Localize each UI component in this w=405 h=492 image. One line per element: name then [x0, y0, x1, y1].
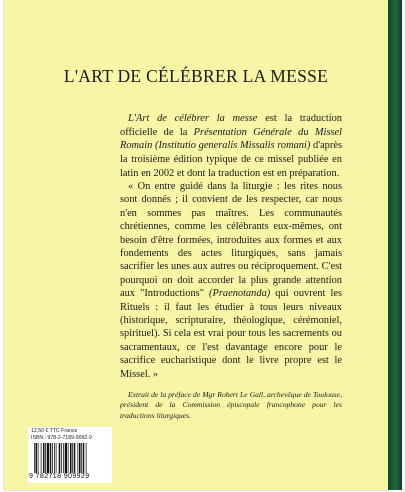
- quote-text-1: « On entre guidé dans la liturgie : les rites nous sont donnés ; il convient de les respecter, car nous n'en sommes pas maîtres. Les communautés chrétiennes, comme les célébrants eux-mêmes, ont besoin d'être formées, introduites aux formes et aux fondements des actes liturgiques, sans jamais sacrifier les unes aux autres ou réciproquement. C'est pourquoi on doit accorder la plus grande attention aux "Introductions": [120, 181, 342, 300]
- ean-number: 9 782718 909929: [29, 473, 90, 480]
- barcode-bar: [56, 443, 57, 473]
- source-text: Extrait de la préface de Mgr Robert Le Gall, archevêque de Toulouse, président de la Commission épiscopale francophone pour les traductions liturgiques.: [120, 390, 342, 420]
- barcode-bar: [70, 443, 72, 473]
- barcode-bar: [54, 443, 55, 473]
- barcode-bar: [41, 443, 42, 473]
- intro-paragraph: [120, 112, 342, 181]
- barcode-label: [28, 427, 112, 483]
- isbn-text: ISBN : 978-2-7189-9092-9: [31, 435, 92, 441]
- intro-book-title: L'Art de célébrer la messe: [128, 113, 258, 124]
- back-cover: [4, 0, 388, 490]
- barcode-bar: [74, 443, 76, 473]
- barcode-bar: [63, 443, 64, 473]
- barcode-bar: [83, 443, 85, 473]
- barcode-bar: [34, 443, 35, 473]
- intro-text-2: d'après la troisième édition typique de ce missel publiée en latin en 2002 et dont la traduction est en préparation.: [120, 140, 342, 179]
- intro-pgmr: Présentation Générale du Missel Romain (Institutio generalis Missalis romani): [120, 126, 342, 152]
- barcode-bar: [86, 443, 87, 473]
- barcode-bar: [36, 443, 38, 473]
- barcode-bar: [68, 443, 69, 473]
- barcode-bar: [50, 443, 52, 473]
- barcode-bar: [47, 443, 49, 473]
- quote-text-2: qui ouvrent les Rituels : il faut les étudier à tous leurs niveaux (historique, scripturaire, théologique, cérémoniel, spirituel). Si cela est vrai pour tous les sacrements ou sacramentaux, ce l'est davantage encore pour le sacrifice eucharistique dont le livre propre est le Missel. »: [120, 288, 343, 380]
- barcode-bar: [45, 443, 46, 473]
- barcode-bar: [43, 443, 45, 473]
- quote-praenotanda: (Praenotanda): [209, 288, 271, 300]
- book-title: L'ART DE CÉLÉBRER LA MESSE: [63, 66, 329, 86]
- barcode-bar: [65, 443, 67, 473]
- barcode-bar: [78, 443, 79, 473]
- barcode-bar: [52, 443, 53, 473]
- barcode-bar: [59, 443, 61, 473]
- barcode-bar: [79, 443, 81, 473]
- barcode-bar: [38, 443, 39, 473]
- barcode-bar: [61, 443, 62, 473]
- price-text: 12,50 € TTC France: [31, 428, 78, 434]
- intro-text-1: est la traduction officielle de la: [120, 113, 342, 138]
- barcode-bar: [72, 443, 73, 473]
- source-note: [120, 390, 342, 421]
- barcode-bars: [34, 443, 106, 473]
- book-spine: [388, 0, 402, 490]
- quote-paragraph: [120, 180, 342, 381]
- barcode-bar: [81, 443, 82, 473]
